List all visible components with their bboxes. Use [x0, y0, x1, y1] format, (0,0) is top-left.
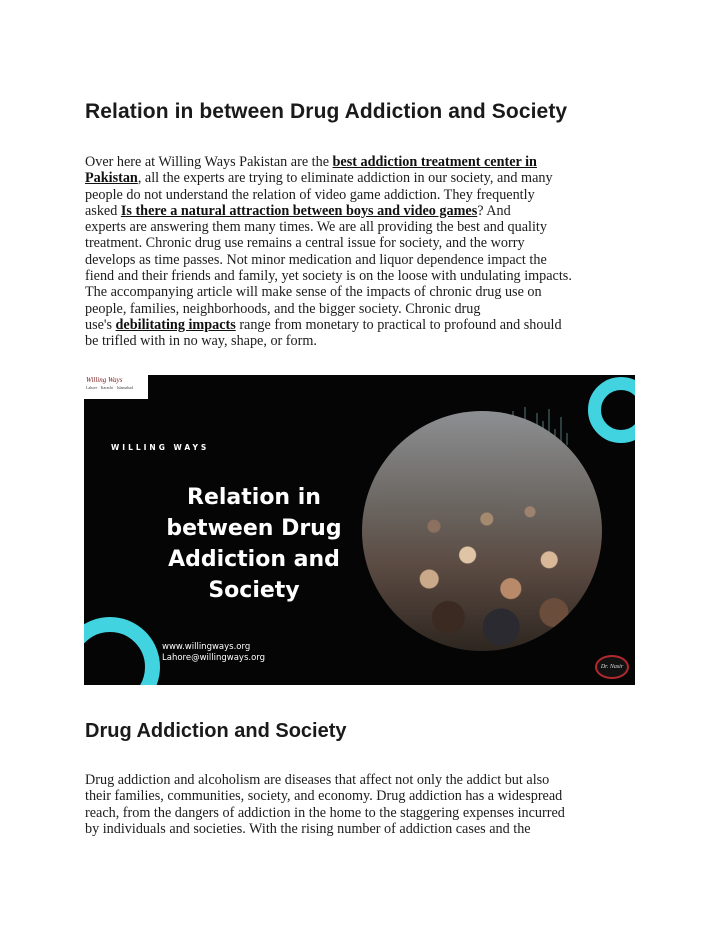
paragraph-line: The accompanying article will make sense of the impacts of chronic drug use on: [85, 284, 542, 301]
paragraph-line: [85, 317, 645, 333]
banner-brand: WILLING WAYS: [111, 443, 210, 452]
paragraph-line: [85, 170, 645, 186]
text-run: use's: [85, 316, 116, 333]
paragraph-line: by individuals and societies. With the rising number of addiction cases and the: [85, 820, 531, 837]
banner-website: www.willingways.org: [162, 642, 251, 652]
paragraph-line: experts are answering them many times. We are all providing the best and quality: [85, 219, 547, 236]
signature-text: Dr. Nasir: [600, 664, 624, 670]
banner-email: Lahore@willingways.org: [162, 653, 266, 663]
banner-contact: [162, 642, 265, 664]
paragraph-line: treatment. Chronic drug use remains a central issue for society, and the worry: [85, 235, 525, 252]
text-run: range from monetary to practical to profound and should: [235, 316, 562, 333]
section-title-relation: Relation in between Drug Addiction and Society: [85, 100, 568, 123]
banner-title-line: between Drug: [166, 516, 342, 541]
cyan-ring-decoration: [84, 617, 160, 685]
paragraph-line: Drug addiction and alcoholism are diseases that affect not only the addict but also: [85, 772, 550, 788]
section-title-drug-addiction: Drug Addiction and Society: [85, 720, 347, 742]
paragraph-line: people, families, neighborhoods, and the bigger society. Chronic drug: [85, 300, 481, 317]
link-best-addiction-center[interactable]: best addiction treatment center in: [332, 154, 537, 170]
article-banner-image: [84, 375, 635, 685]
paragraph-line: reach, from the dangers of addiction in the home to the staggering expenses incurred: [85, 804, 565, 821]
logo-text: Willing Ways: [86, 376, 123, 384]
link-best-addiction-center-cont[interactable]: Pakistan: [85, 170, 138, 187]
banner-title-line: Relation in: [187, 485, 321, 510]
willing-ways-logo: [84, 375, 148, 399]
banner-title-line: Addiction and: [168, 547, 340, 572]
banner-title-line: Society: [208, 578, 300, 603]
crowd-photo-circle: [362, 411, 602, 651]
signature-logo: [595, 655, 629, 679]
paragraph-line: [85, 154, 645, 170]
text-run: ? And: [477, 202, 511, 219]
logo-subtext: Lahore · Karachi · Islamabad: [86, 385, 134, 390]
link-boys-video-games[interactable]: Is there a natural attraction between boys and video games: [120, 202, 478, 219]
intro-paragraph: [85, 154, 645, 350]
paragraph-line: people do not understand the relation of video game addiction. They frequently: [85, 186, 535, 203]
text-run: Over here at Willing Ways Pakistan are the: [85, 154, 333, 170]
link-debilitating-impacts[interactable]: debilitating impacts: [115, 316, 236, 333]
paragraph-line: fiend and their friends and family, yet society is on the loose with undulating impacts.: [85, 268, 572, 285]
body-paragraph: [85, 772, 645, 837]
paragraph-line: [85, 203, 645, 219]
text-run: , all the experts are trying to eliminate addiction in our society, and many: [137, 170, 553, 187]
banner-title: [124, 482, 384, 606]
paragraph-line: develops as time passes. Not minor medication and liquor dependence impact the: [85, 251, 547, 268]
paragraph-line: their families, communities, society, and economy. Drug addiction has a widespread: [85, 788, 563, 805]
paragraph-line: be trifled with in no way, shape, or form.: [85, 333, 317, 350]
text-run: asked: [85, 202, 121, 219]
